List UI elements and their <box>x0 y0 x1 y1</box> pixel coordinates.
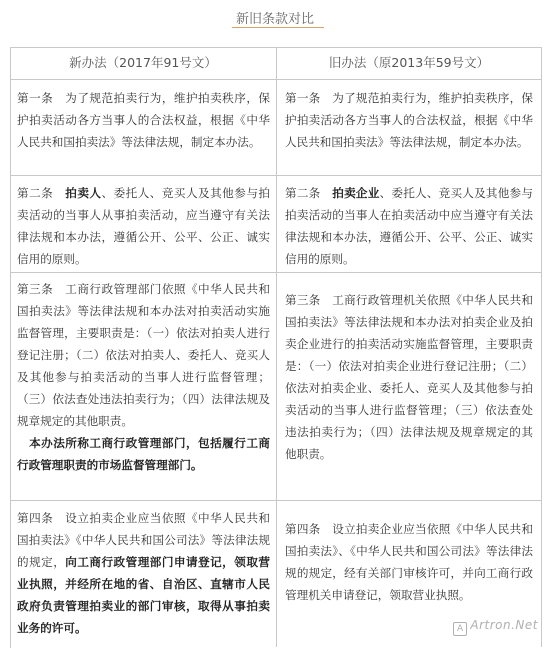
old-article-3 <box>285 289 533 465</box>
new-article-1 <box>17 87 270 153</box>
old-article-4 <box>285 518 533 606</box>
watermark-text: Artron.Net <box>470 618 538 632</box>
row-divider <box>10 175 542 176</box>
title-underline <box>232 27 324 28</box>
text-run: 、委托人、竞买人及其他参与拍卖活动的当事人在拍卖活动中应当遵守有关法律法规和本办法，遵循公开、公平、公正、诚实信用的原则。 <box>285 186 533 266</box>
watermark-logo-icon: A <box>453 622 467 636</box>
old-article-2 <box>285 182 533 270</box>
bold-text-run: 向工商行政管理部门申请登记，领取营业执照，并经所在地的省、自治区、直辖市人民政府负责管理拍卖业的部门审核，取得从事拍卖业务的许可。 <box>17 555 270 635</box>
column-divider <box>276 47 277 647</box>
bold-text-run: 拍卖企业 <box>332 186 380 200</box>
text-run: 第三条 工商行政管理机关依照《中华人民共和国拍卖法》等法律法规和本办法对拍卖企业及拍卖企业进行的拍卖活动实施监督管理，主要职责是：（一）依法对拍卖企业进行登记注册；（二）依法对拍卖企业、委托人、竞买人及其他参与拍卖活动的当事人进行监督管理；（三）依法查处违法拍卖行为；（四）法律法规及规章规定的其他职责。 <box>285 293 533 461</box>
row-divider <box>10 79 542 80</box>
text-run: 第一条 为了规范拍卖行为，维护拍卖秩序，保护拍卖活动各方当事人的合法权益，根据《中华人民共和国拍卖法》等法律法规，制定本办法。 <box>17 91 270 149</box>
text-run: 第四条 设立拍卖企业应当依照《中华人民共和国拍卖法》、《中华人民共和国公司法》等法律法规的规定，经有关部门审核许可，并向工商行政管理机关申请登记，领取营业执照。 <box>285 522 533 602</box>
new-article-3 <box>17 278 270 476</box>
text-run: 第一条 为了规范拍卖行为，维护拍卖秩序，保护拍卖活动各方当事人的合法权益，根据《中华人民共和国拍卖法》等法律法规，制定本办法。 <box>285 91 533 149</box>
table-right-border <box>541 47 542 647</box>
text-run: 第二条 <box>17 186 66 200</box>
bold-text-run: 本办法所称工商行政管理部门，包括履行工商行政管理职责的市场监督管理部门。 <box>17 436 270 472</box>
new-article-4 <box>17 507 270 639</box>
text-run: 、委托人、竞买人及其他参与拍卖活动的当事人从事拍卖活动，应当遵守有关法律法规和本办法，遵循公开、公平、公正、诚实信用的原则。 <box>17 186 270 266</box>
row-divider <box>10 272 542 273</box>
text-run: 第三条 工商行政管理部门依照《中华人民共和国拍卖法》等法律法规和本办法对拍卖活动实施监督管理，主要职责是：（一）依法对拍卖人进行登记注册；（二）依法对拍卖人、委托人、竞买人及其他参与拍卖活动的当事人进行监督管理；（三）依法查处违法拍卖行为；（四）法律法规及规章规定的其他职责。 <box>17 282 270 428</box>
column-header-new: 新办法（2017年91号文） <box>69 55 217 70</box>
page-title: 新旧条款对比 <box>235 12 314 27</box>
old-article-1 <box>285 87 533 153</box>
text-run: 第二条 <box>285 186 333 200</box>
column-header-old: 旧办法（原2013年59号文） <box>328 55 490 70</box>
row-divider <box>10 500 542 501</box>
new-article-2 <box>17 182 270 270</box>
text-run: 第四条 设立拍卖企业应当依照《中华人民共和国拍卖法》《中华人民共和国公司法》等法律法规的规定， <box>17 511 270 569</box>
bold-text-run: 拍卖人 <box>65 186 102 200</box>
watermark <box>453 618 538 636</box>
